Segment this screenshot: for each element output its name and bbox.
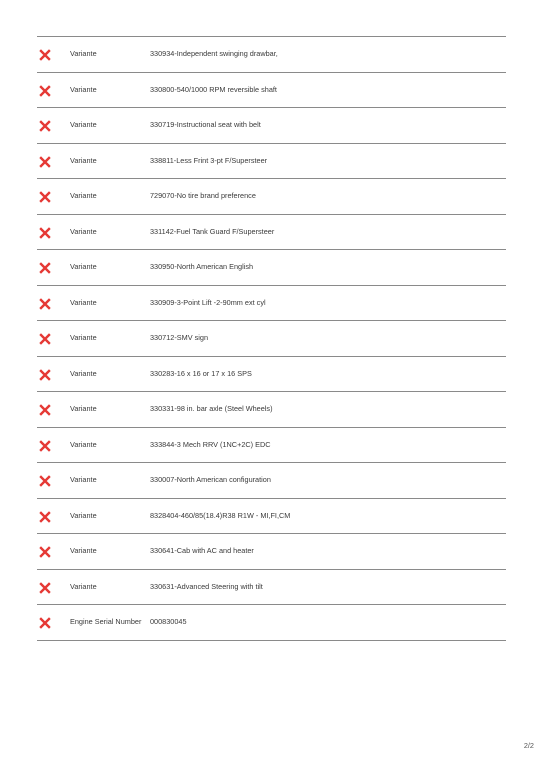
cross-icon [39,191,51,203]
row-value: 8328404-460/85(18.4)R38 R1W - MI,FI,CM [150,510,291,520]
cross-icon [39,120,51,132]
cross-icon [39,617,51,629]
table-row [37,463,506,499]
row-value: 330007-North American configuration [150,475,271,484]
table-row [37,534,506,570]
table-row [37,144,506,180]
table-row [37,499,506,535]
table-row [37,605,506,641]
row-value: 330909-3-Point Lift -2-90mm ext cyl [150,297,266,307]
row-label: Variante [70,475,97,484]
table-row [37,73,506,109]
cross-icon [39,262,51,274]
row-value: 330934-Independent swinging drawbar, [150,49,278,58]
table-row [37,357,506,393]
table-row [37,179,506,215]
spec-table [37,36,506,641]
row-value: 330641-Cab with AC and heater [150,546,254,555]
cross-icon [39,333,51,345]
row-value: 000830045 [150,617,187,626]
row-label: Variante [70,404,97,413]
row-value: 330331-98 in. bar axle (Steel Wheels) [150,404,273,413]
row-label: Variante [70,510,97,520]
cross-icon [39,49,51,61]
cross-icon [39,546,51,558]
row-value: 330283-16 x 16 or 17 x 16 SPS [150,368,252,378]
cross-icon [39,156,51,168]
row-value: 330800-540/1000 RPM reversible shaft [150,84,277,94]
cross-icon [39,582,51,594]
table-row [37,250,506,286]
cross-icon [39,298,51,310]
spec-rows [37,37,506,641]
table-row [37,37,506,73]
row-label: Variante [70,297,97,307]
row-value: 729070-No tire brand preference [150,191,256,200]
page-number: 2/2 [523,741,534,750]
cross-icon [39,440,51,452]
table-row [37,570,506,606]
row-label: Variante [70,439,97,449]
row-label: Engine Serial Number [70,617,142,626]
cross-icon [39,369,51,381]
table-row [37,286,506,322]
table-row [37,108,506,144]
row-label: Variante [70,368,97,378]
row-label: Variante [70,191,97,200]
row-value: 338811-Less Frint 3-pt F/Supersteer [150,155,268,165]
cross-icon [39,227,51,239]
cross-icon [39,85,51,97]
cross-icon [39,511,51,523]
cross-icon [39,404,51,416]
row-label: Variante [70,333,97,342]
cross-icon [39,475,51,487]
row-label: Variante [70,581,97,591]
row-value: 330950-North American English [150,262,254,271]
table-row [37,321,506,357]
row-value: 331142-Fuel Tank Guard F/Supersteer [150,226,275,236]
row-label: Variante [70,226,97,236]
row-label: Variante [70,84,97,94]
table-row [37,392,506,428]
row-label: Variante [70,262,97,271]
table-row [37,428,506,464]
row-label: Variante [70,155,97,165]
row-value: 330631-Advanced Steering with tilt [150,581,263,591]
row-value: 330712-SMV sign [150,333,209,342]
table-row [37,215,506,251]
row-value: 333844-3 Mech RRV (1NC+2C) EDC [150,439,271,449]
row-label: Variante [70,49,97,58]
row-label: Variante [70,120,97,129]
row-label: Variante [70,546,97,555]
row-value: 330719-Instructional seat with belt [150,120,261,129]
